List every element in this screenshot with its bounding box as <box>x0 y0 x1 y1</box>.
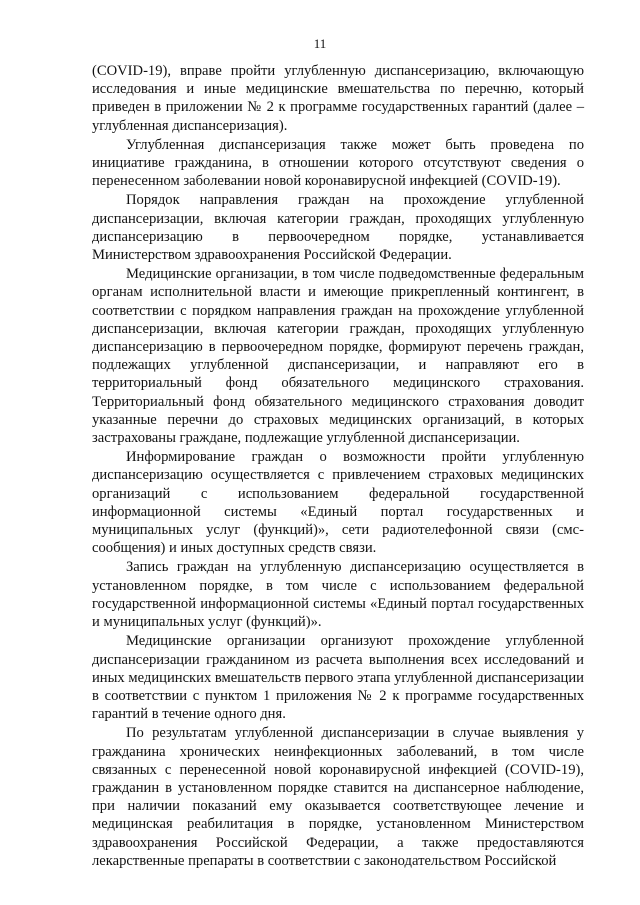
paragraph-registration: Запись граждан на углубленную диспансеризацию осуществляется в установленном порядке, в том числе с использованием федеральной государственной информационной системы «Единый портал государственных и муниципальных услуг (функций)». <box>92 559 584 631</box>
paragraph-organization-of-exam: Медицинские организации организуют прохождение углубленной диспансеризации гражданином из расчета выполнения всех исследований и иных медицинских вмешательств первого этапа углубленной диспансеризации в соответствии с пунктом 1 приложения № 2 к программе государственных гарантий в течение одного дня. <box>92 633 584 723</box>
paragraph-initiative: Углубленная диспансеризация также может быть проведена по инициативе гражданина, в отношении которого отсутствуют сведения о перенесенном заболевании новой коронавирусной инфекцией (COVID-19). <box>92 136 584 190</box>
paragraph-continuation: (COVID-19), вправе пройти углубленную диспансеризацию, включающую исследования и иные медицинские вмешательства по перечню, который приведен в приложении № 2 к программе государственных гарантий (далее – углубленная диспансеризация). <box>92 63 584 134</box>
paragraph-informing: Информирование граждан о возможности пройти углубленную диспансеризацию осуществляется с привлечением страховых медицинских организаций с использованием федеральной государственной информационной системы «Единый портал государственных и муниципальных услуг (функций)», сети радиотелефонной связи (смс-сообщения) и иных доступных средств связи. <box>92 449 584 557</box>
document-body <box>92 62 584 871</box>
page-number: 11 <box>313 36 327 51</box>
paragraph-medical-organizations: Медицинские организации, в том числе подведомственные федеральным органам исполнительной власти и имеющие прикрепленный контингент, в соответствии с порядком направления граждан на прохождение углубленной диспансеризации, включая категории граждан, проходящих углубленную диспансеризацию в первоочередном порядке, формируют перечень граждан, подлежащих углубленной диспансеризации, и направляют его в территориальный фонд обязательного медицинского страхования. Территориальный фонд обязательного медицинского страхования доводит указанные перечни до страховых медицинских организаций, в которых застрахованы граждане, подлежащие углубленной диспансеризации. <box>92 266 584 447</box>
paragraph-referral-procedure: Порядок направления граждан на прохождение углубленной диспансеризации, включая категории граждан, проходящих углубленную диспансеризацию в первоочередном порядке, устанавливается Министерством здравоохранения Российской Федерации. <box>92 192 584 264</box>
paragraph-results: По результатам углубленной диспансеризации в случае выявления у гражданина хронических неинфекционных заболеваний, в том числе связанных с перенесенной новой коронавирусной инфекцией (COVID-19), гражданин в установленном порядке ставится на диспансерное наблюдение, при наличии показаний ему оказывается соответствующее лечение и медицинская реабилитация в порядке, установленном Министерством здравоохранения Российской Федерации, а также предоставляются лекарственные препараты в соответствии с законодательством Российской <box>92 725 584 869</box>
